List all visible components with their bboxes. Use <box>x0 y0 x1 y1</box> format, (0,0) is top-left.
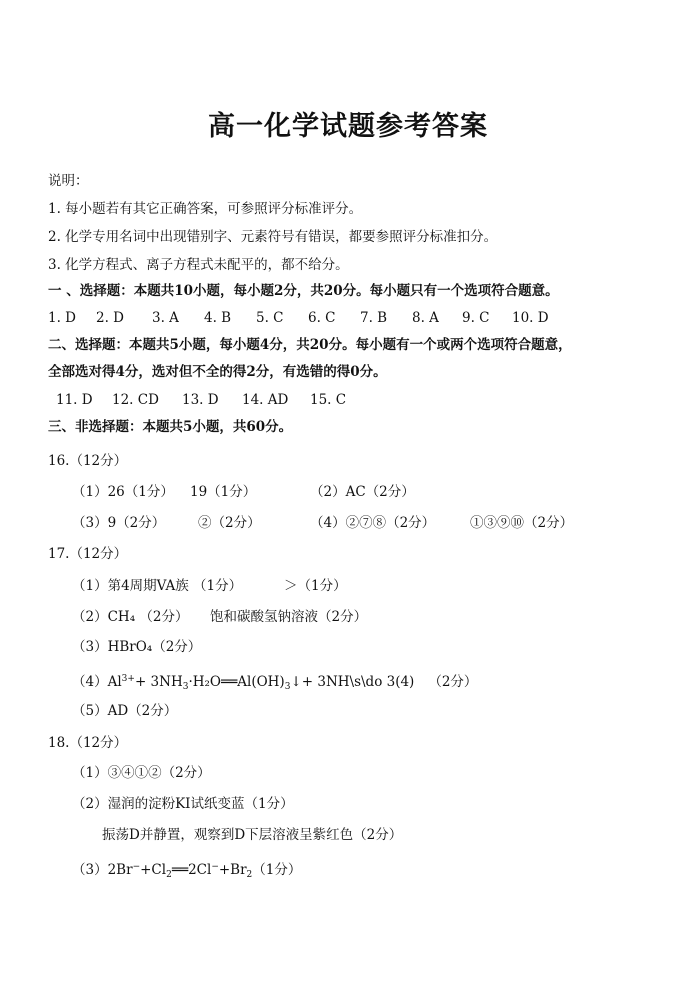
equation-charge: 3+ <box>121 674 135 684</box>
q17-answer-4 <box>72 670 477 696</box>
q16-answer: ①③⑨⑩（2分） <box>470 515 574 531</box>
equation-part: +Cl <box>140 862 167 878</box>
equation-part: +Br <box>218 862 247 878</box>
equation-part: ·H₂O══Al(OH) <box>188 674 285 690</box>
choice-answer: 10. D <box>512 310 549 326</box>
q18-score: （1分） <box>252 862 302 878</box>
note-item: 2. 化学专用名词中出现错别字、元素符号有错误，都要参照评分标准扣分。 <box>48 229 498 245</box>
q18-answer-3 <box>72 858 301 884</box>
q16-answer: （1）26（1分） <box>72 484 174 500</box>
section3-heading: 三、非选择题：本题共5小题，共60分。 <box>48 419 293 435</box>
equation-subscript: 2 <box>246 870 253 880</box>
q17-answer: （1）第4周期VA族 （1分） <box>72 578 243 594</box>
q17-answer-3: （3）HBrO₄（2分） <box>72 639 202 655</box>
choice-answer: 12. CD <box>112 392 159 408</box>
q17-answer: 饱和碳酸氢钠溶液（2分） <box>210 609 368 625</box>
choice-answer: 14. AD <box>242 392 289 408</box>
choice-answer: 13. D <box>182 392 219 408</box>
equation-part: + 3NH <box>134 674 183 690</box>
equation-subscript: 2 <box>166 870 172 880</box>
q18-answer-2-cont: 振荡D并静置，观察到D下层溶液呈紫红色（2分） <box>102 827 403 843</box>
q18-answer-2: （2）湿润的淀粉KI试纸变蓝（1分） <box>72 796 294 812</box>
choice-answer: 15. C <box>310 392 347 408</box>
q16-answer: （3）9（2分） <box>72 515 166 531</box>
choice-answer: 9. C <box>462 310 490 326</box>
q17-score: （2分） <box>428 674 478 690</box>
choice-answer: 3. A <box>152 310 179 326</box>
equation-part: （3）2Br <box>72 862 133 878</box>
choice-answer: 11. D <box>56 392 93 408</box>
q18-answer-1: （1）③④①②（2分） <box>72 765 211 781</box>
note-item: 1. 每小题若有其它正确答案，可参照评分标准评分。 <box>48 201 363 217</box>
note-item: 3. 化学方程式、离子方程式未配平的，都不给分。 <box>48 257 349 273</box>
choice-answer: 7. B <box>360 310 388 326</box>
choice-answer: 5. C <box>256 310 284 326</box>
section1-heading: 一 、选择题：本题共10小题，每小题2分，共20分。每小题只有一个选项符合题意。 <box>48 283 559 299</box>
equation-charge: − <box>132 862 141 872</box>
q16-answer: （4）②⑦⑧（2分） <box>310 515 436 531</box>
q17-answer: ＞（1分） <box>284 578 347 594</box>
equation-part: ══2Cl <box>171 862 212 878</box>
equation-part: （4）Al <box>72 674 122 690</box>
q17-answer-5: （5）AD（2分） <box>72 703 178 719</box>
choice-answer: 4. B <box>204 310 232 326</box>
equation-subscript: 3 <box>284 682 291 692</box>
q16-answer: ②（2分） <box>198 515 261 531</box>
equation-charge: − <box>211 862 219 872</box>
q16-answer: 19（1分） <box>190 484 257 500</box>
q17-label: 17.（12分） <box>48 546 128 562</box>
notes-heading: 说明： <box>48 173 89 189</box>
choice-answer: 1. D <box>48 310 76 326</box>
choice-answer: 8. A <box>412 310 439 326</box>
q17-answer: （2）CH₄ （2分） <box>72 609 189 625</box>
equation-subscript: 3 <box>182 682 189 692</box>
choice-answer: 2. D <box>96 310 124 326</box>
q18-label: 18.（12分） <box>48 735 128 751</box>
page-title: 高一化学试题参考答案 <box>208 111 488 142</box>
section2-heading-line2: 全部选对得4分，选对但不全的得2分，有选错的得0分。 <box>48 364 387 380</box>
q16-label: 16.（12分） <box>48 453 128 469</box>
q16-answer: （2）AC（2分） <box>310 484 415 500</box>
section2-heading-line1: 二、选择题：本题共5小题，每小题4分，共20分。每小题有一个或两个选项符合题意， <box>48 337 572 353</box>
choice-answer: 6. C <box>308 310 336 326</box>
equation-part: ↓+ 3NH\s\do 3(4) <box>290 674 415 690</box>
